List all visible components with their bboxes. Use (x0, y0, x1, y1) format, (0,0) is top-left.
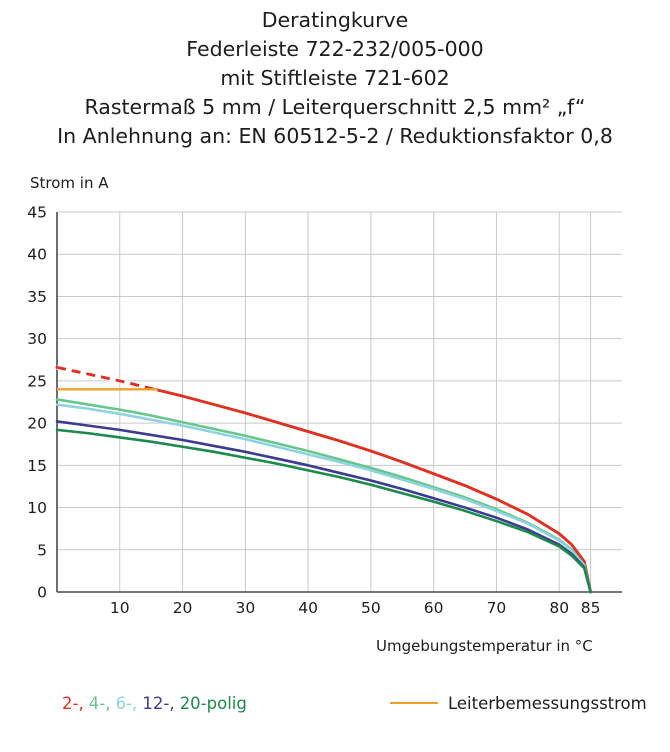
rated-current-line-swatch (390, 702, 438, 704)
title-line-3: mit Stiftleiste 721-602 (220, 66, 450, 91)
svg-text:60: 60 (423, 599, 444, 617)
legend-item-20polig: 20-polig (179, 694, 247, 713)
svg-text:80: 80 (549, 599, 570, 617)
chart-legend (0, 686, 670, 746)
svg-text:40: 40 (27, 245, 47, 264)
legend-series-labels (62, 694, 247, 713)
svg-text:20: 20 (172, 599, 193, 617)
svg-text:45: 45 (27, 203, 47, 222)
title-line-2: Federleiste 722-232/005-000 (186, 37, 484, 62)
svg-text:0: 0 (37, 583, 47, 602)
chart-plot (0, 170, 670, 670)
svg-text:35: 35 (27, 287, 47, 306)
title-line-1: Deratingkurve (261, 8, 409, 32)
title-line-5: In Anlehnung an: EN 60512-5-2 / Reduktionsfaktor 0,8 (57, 124, 613, 149)
rated-current-label: Leiterbemessungsstrom (448, 694, 647, 713)
svg-text:10: 10 (109, 599, 130, 617)
svg-text:30: 30 (235, 599, 256, 617)
svg-text:10: 10 (27, 499, 47, 518)
y-axis-caption: Strom in A (30, 174, 109, 192)
legend-rated-current (390, 694, 647, 713)
svg-text:70: 70 (486, 599, 507, 617)
svg-text:40: 40 (298, 599, 318, 617)
legend-item-2polig: 2-, (62, 694, 84, 713)
legend-item-6polig: 6-, (115, 694, 138, 713)
title-line-4: Rastermaß 5 mm / Leiterquerschnitt 2,5 mm² „f“ (84, 95, 586, 120)
svg-text:25: 25 (27, 372, 47, 391)
chart-title-block (0, 0, 670, 152)
svg-text:20: 20 (27, 414, 47, 433)
svg-text:50: 50 (361, 599, 381, 617)
svg-text:85: 85 (580, 599, 601, 617)
svg-text:5: 5 (37, 541, 47, 560)
legend-item-4polig: 4-, (88, 694, 111, 713)
svg-text:15: 15 (27, 456, 47, 475)
legend-item-12polig: 12-, (142, 694, 175, 713)
svg-text:30: 30 (27, 330, 47, 349)
chart (0, 170, 670, 670)
x-axis-caption: Umgebungstemperatur in °C (376, 637, 593, 655)
